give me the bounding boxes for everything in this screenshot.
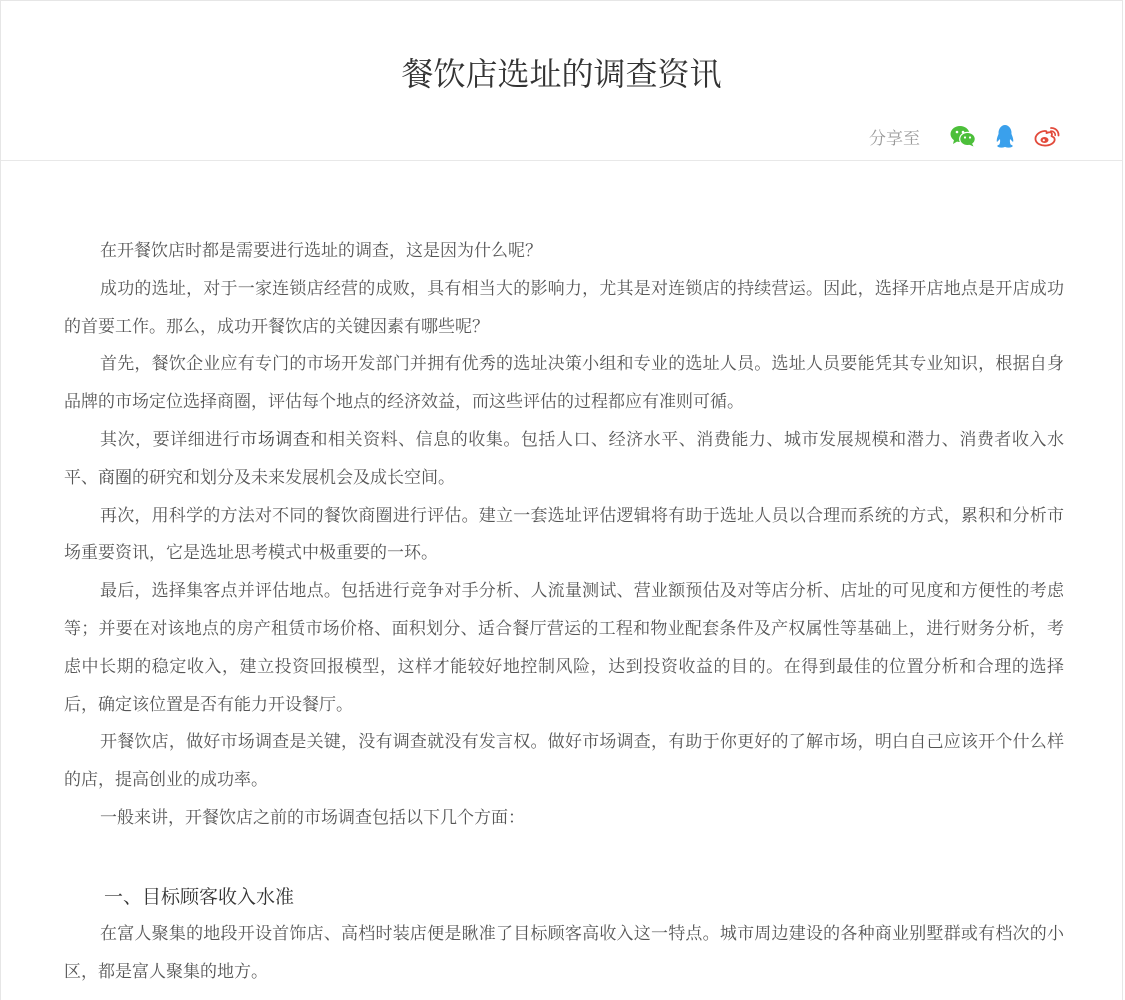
paragraph: 再次，用科学的方法对不同的餐饮商圈进行评估。建立一套选址评估逻辑将有助于选址人员以合理而系统的方式，累积和分析市场重要资讯，它是选址思考模式中极重要的一环。: [64, 505, 1064, 564]
article-title: 餐饮店选址的调查资讯: [401, 55, 722, 93]
share-label: 分享至: [869, 128, 920, 149]
paragraph: [64, 422, 1064, 498]
paragraph-text: 其次，要详细进行: [100, 429, 241, 450]
section-heading: 一、目标顾客收入水准: [104, 885, 295, 908]
paragraph: 成功的选址，对于一家连锁店经营的成败，具有相当大的影响力，尤其是对连锁店的持续营运。因此，选择开店地点是开店成功的首要工作。那么，成功开餐饮店的关键因素有哪些呢？: [64, 278, 1064, 337]
paragraph: 一般来讲，开餐饮店之前的市场调查包括以下几个方面：: [100, 807, 525, 828]
wechat-icon[interactable]: [950, 123, 976, 149]
weibo-icon[interactable]: [1034, 123, 1060, 149]
paragraph: 最后，选择集客点并评估地点。包括进行竞争对手分析、人流量测试、营业额预估及对等店分析、店址的可见度和方便性的考虑等；并要在对该地点的房产租赁市场价格、面积划分、适合餐厅营运的工程和物业配套条件及产权属性等基础上，进行财务分析，考虑中长期的稳定收入，建立投资回报模型，这样才能较好地控制风险，达到投资收益的目的。在得到最佳的位置分析和合理的选择后，确定该位置是否有能力开设餐厅。: [64, 581, 1064, 715]
share-bar: [869, 121, 1060, 151]
paragraph: 首先，餐饮企业应有专门的市场开发部门并拥有优秀的选址决策小组和专业的选址人员。选址人员要能凭其专业知识，根据自身品牌的市场定位选择商圈，评估每个地点的经济效益，而这些评估的过程都应有准则可循。: [64, 354, 1064, 413]
qq-icon[interactable]: [992, 123, 1018, 149]
paragraph-text: 的研究和划分及未来发展机会及成长空间。: [132, 467, 455, 488]
business-district-link[interactable]: 商圈: [98, 467, 132, 488]
article-header: [1, 1, 1122, 161]
article-body: [64, 233, 1064, 991]
paragraph: 在富人聚集的地段开设首饰店、高档时装店便是瞅准了目标顾客高收入这一特点。城市周边建设的各种商业别墅群或有档次的小区，都是富人聚集的地方。: [64, 923, 1064, 982]
market-research-link[interactable]: 市场调查: [240, 429, 311, 450]
paragraph: 开餐饮店，做好市场调查是关键，没有调查就没有发言权。做好市场调查，有助于你更好的了解市场，明白自己应该开个什么样的店，提高创业的成功率。: [64, 732, 1064, 791]
paragraph-text: 和相关资料、信息的收集。包括人口、经济水平、消费能力、城市发展规模和潜力、消费者收入水平、: [64, 429, 1065, 488]
paragraph: 在开餐饮店时都是需要进行选址的调查，这是因为什么呢？: [100, 241, 542, 261]
